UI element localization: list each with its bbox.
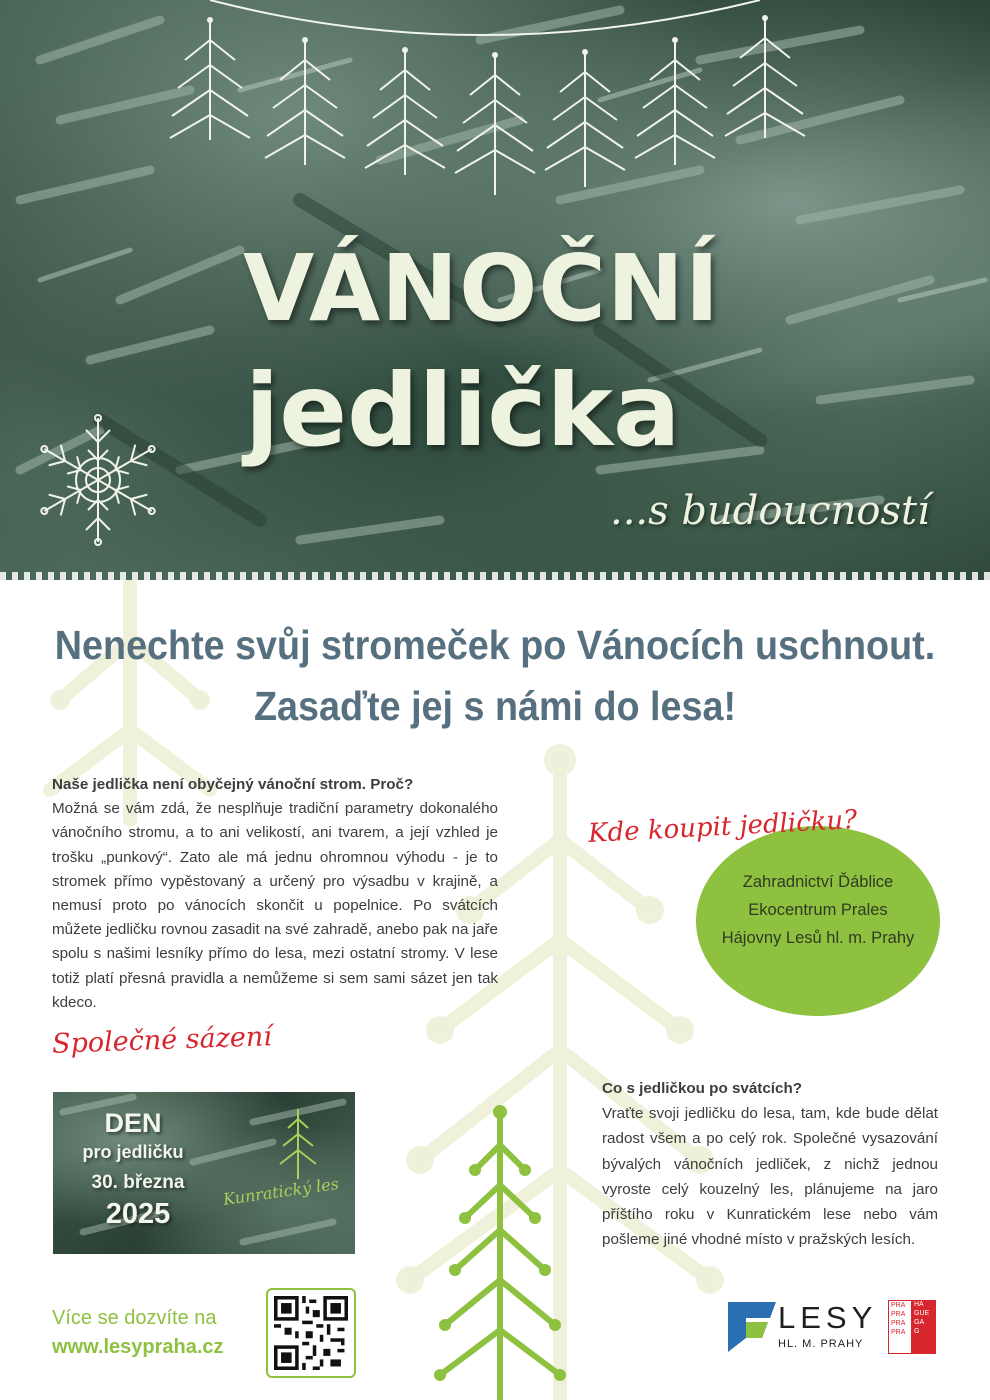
joint-planting-title: Společné sázení (51, 1021, 273, 1060)
green-tree-illustration (400, 1100, 600, 1400)
praha-text: GUE (914, 1310, 930, 1317)
event-card (53, 1092, 355, 1254)
kunraticky-les-logo-text: Kunratický les (221, 1173, 340, 1210)
headline-line-1: Nenechte svůj stromeček po Vánocích uschnout. (54, 622, 936, 668)
after-question: Co s jedličkou po svátcích? (602, 1080, 803, 1097)
title-line-1: VÁNOČNÍ (243, 235, 721, 342)
praha-text: G (914, 1328, 920, 1335)
title-tagline: ...s budoucností (610, 488, 930, 534)
place-item: Hájovny Lesů hl. m. Prahy (721, 929, 915, 947)
praha-text: HA (914, 1301, 924, 1308)
snowflake-icon (28, 410, 168, 550)
event-date: 30. března (91, 1172, 185, 1193)
qr-code[interactable] (266, 1288, 356, 1378)
lesy-logo-subtitle: HL. M. PRAHY (778, 1338, 864, 1350)
after-text: Vraťte svoji jedličku do lesa, tam, kde bude dělat radost všem a po celý rok. Společné vysazování bývalých vánočních jedliček, z nichž jednou vyroste celý kouzelný les, plánujeme na jaro příštího roku v Kunratickém lese nebo vám pošleme jiné vhodné místo v pražských lesích. (602, 1105, 938, 1249)
place-item: Zahradnictví Ďáblice (742, 873, 894, 891)
praha-text: PRA (891, 1311, 906, 1318)
headline-line-2: Zasaďte jej s námi do lesa! (253, 683, 737, 729)
website-link[interactable]: www.lesypraha.cz (52, 1336, 224, 1358)
hero-photo (0, 0, 990, 580)
praha-text: PRA (891, 1320, 906, 1327)
title-line-2: jedlička (245, 352, 681, 469)
praha-text: GA (914, 1319, 925, 1326)
event-subtitle: pro jedličku (82, 1142, 184, 1162)
praha-logo (888, 1300, 936, 1354)
place-item: Ekocentrum Prales (748, 901, 888, 919)
qr-code-pattern (274, 1296, 348, 1370)
more-info-label: Více se dozvíte na (52, 1307, 217, 1329)
intro-question: Naše jedlička není obyčejný vánoční strom. Proč? (52, 776, 414, 793)
intro-paragraph (52, 773, 498, 1015)
after-holidays-paragraph (602, 1076, 938, 1252)
intro-text: Možná se vám zdá, že nesplňuje tradiční parametry dokonalého vánočního stromu, a to ani velikostí, ani tvarem, a její vzhled je trošku „punkový“. Zato ale má jednu ohromnou výhodu - je to stromek přímo vypěstovaný a určený pro výsadbu v krajině, a nemusí proto po vánocích skončit u popelnice. Po svátcích můžete jedličku rovnou zasadit na své zahradě, anebo pak na jaře spolu s našimi lesníky přímo do lesa, mezi ostatní stromy. V lese totiž platí přesná pravidla a nemůžeme si sem sami sázet jen tak kdeco. (52, 800, 498, 1011)
hero-perforated-edge (0, 572, 990, 580)
garland-of-trees-decoration (0, 0, 990, 220)
event-den: DEN (104, 1108, 162, 1138)
praha-text: PRA (891, 1329, 906, 1336)
event-year: 2025 (105, 1198, 171, 1230)
praha-text: PRA (891, 1302, 906, 1309)
where-to-buy-list (696, 868, 940, 952)
praha-logo-left (888, 1300, 912, 1354)
lesy-logo-name: LESY (778, 1300, 878, 1335)
praha-logo-right (912, 1300, 936, 1354)
kunraticky-les-tree-icon (268, 1104, 328, 1184)
where-to-buy-title: Kde koupit jedličku? (587, 804, 858, 850)
